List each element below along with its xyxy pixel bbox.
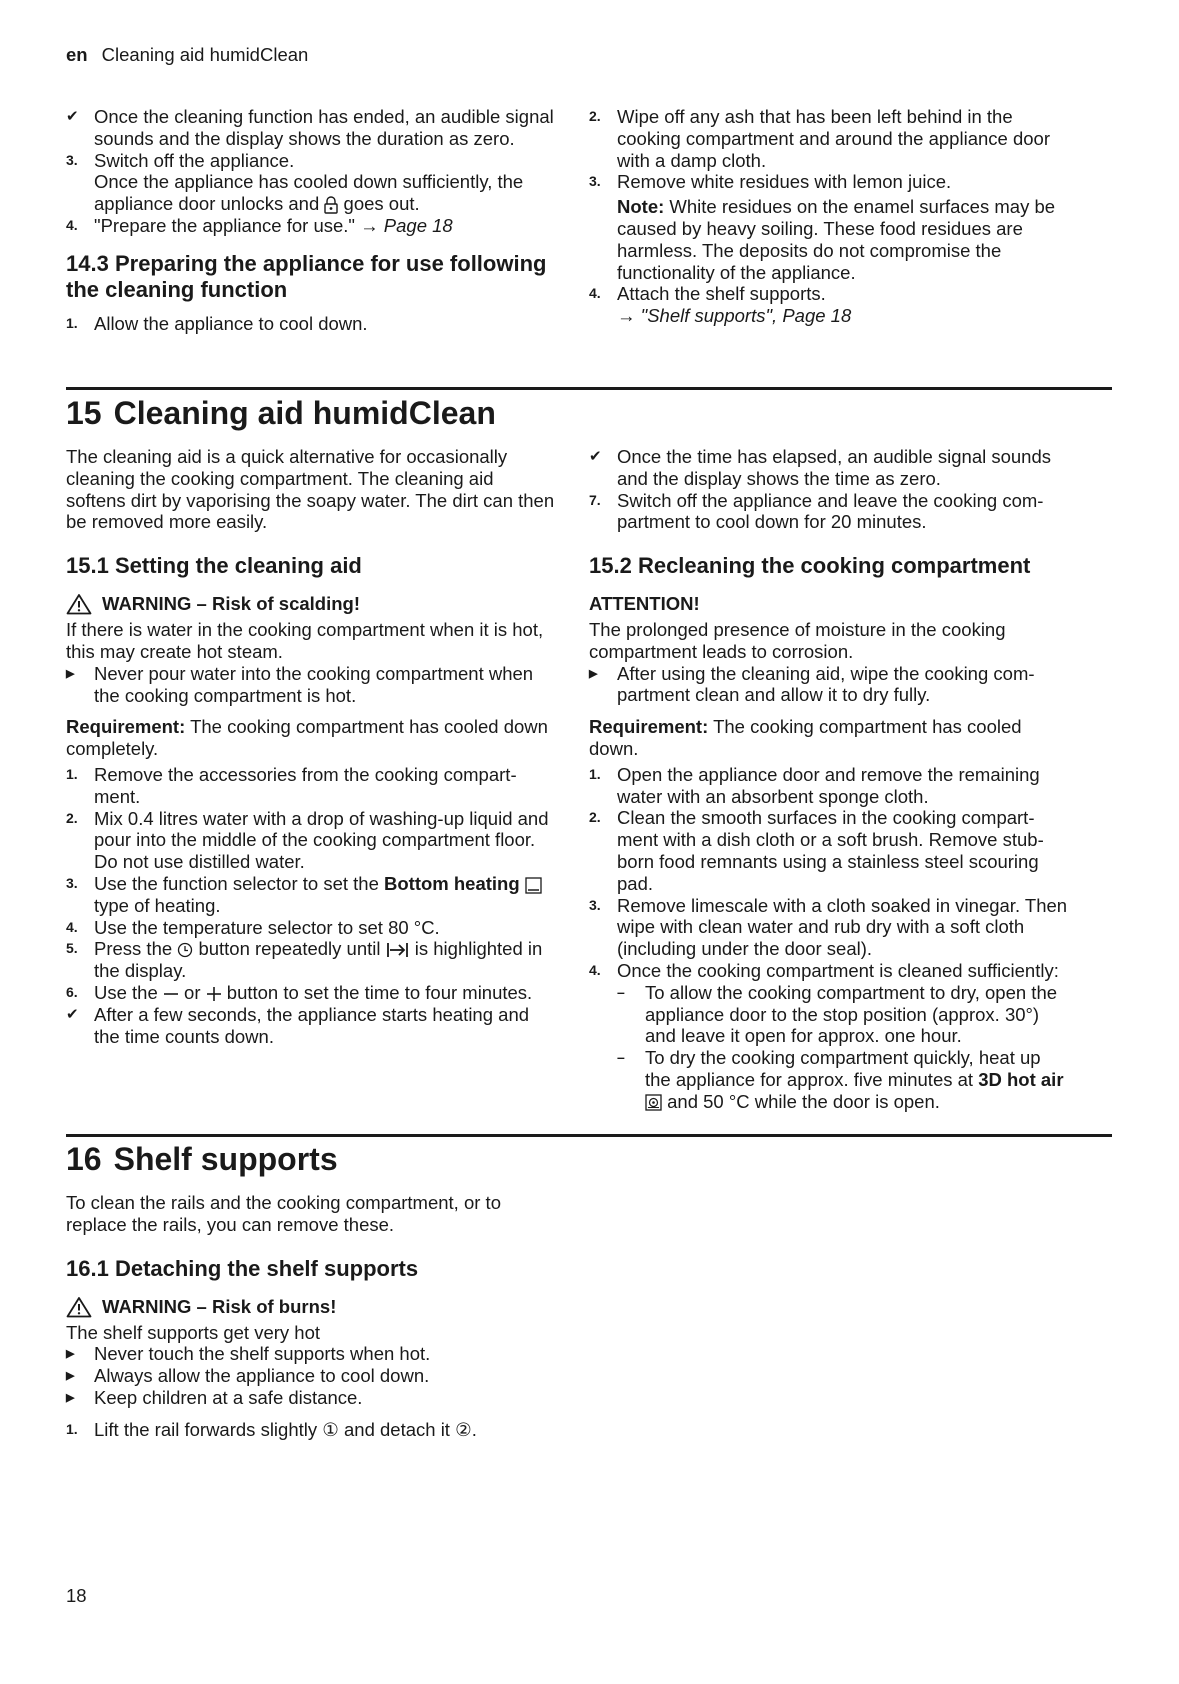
bottom-heat-icon [525, 877, 542, 894]
sec14-left-column [66, 106, 556, 335]
list-item: 4. Once the cooking compartment is cleaned sufficiently: – To allow the cooking compartment to dry, open the appliance door to the stop position (approx. 30°) and leave it open for approx. one hour. – To dry the cooking compartment quickly, heat up the appliance for approx. five minutes at 3D hot air and 50 °C while the door is open. [589, 960, 1069, 1113]
sec15-left-column [66, 446, 556, 1047]
list-item: ▶ Keep children at a safe distance. [66, 1386, 363, 1408]
page-number: 18 [66, 1585, 87, 1606]
list-item: 3. Switch off the appliance. Once the appliance has cooled down sufficiently, the appliance door unlocks and goes out. [66, 149, 524, 215]
requirement: Requirement: The cooking compartment has cooled down. [589, 716, 1022, 759]
step-number: 7. [589, 491, 601, 508]
list-item: 1. Allow the appliance to cool down. [66, 312, 368, 334]
list-item: 7. Switch off the appliance and leave the cooking compartment to cool down for 20 minutes. [589, 489, 1044, 533]
step-number: 1. [66, 314, 78, 331]
step-number: 4. [589, 285, 601, 302]
circled-one-icon: ① [322, 1418, 339, 1440]
section-heading-15-2: 15.2 Recleaning the cooking compartment [589, 553, 1031, 579]
warning-text: The shelf supports get very hot [66, 1321, 320, 1343]
intro-paragraph: The cleaning aid is a quick alternative for occasionally cleaning the cooking compartment. The cleaning aid softens dirt by vaporising the soapy water. The dirt can then be removed more easily. [66, 446, 555, 533]
list-item: ▶ Never pour water into the cooking compartment when the cooking compartment is hot. [66, 662, 534, 706]
list-item: ✔ After a few seconds, the appliance starts heating and the time counts down. [66, 1003, 530, 1047]
sub-list-item: – To dry the cooking compartment quickly, heat up the appliance for approx. five minutes at 3D hot air and 50 °C while the door is open. [617, 1047, 1064, 1112]
step-number: 3. [66, 151, 78, 168]
hot-air-icon [645, 1094, 662, 1111]
list-item: 1. Open the appliance door and remove the remaining water with an absorbent sponge cloth. [589, 763, 1040, 807]
attention-text: The prolonged presence of moisture in the cooking compartment leads to corrosion. [589, 618, 1006, 662]
list-item: 2. Mix 0.4 litres water with a drop of washing-up liquid and pour into the middle of the cooking compartment floor. Do not use distilled water. [66, 807, 549, 873]
check-icon: ✔ [66, 1005, 79, 1023]
lock-icon [324, 196, 338, 214]
page-reference[interactable]: → "Shelf supports", Page 18 [617, 305, 852, 327]
warning-heading: WARNING – Risk of scalding! [66, 593, 556, 615]
note: Note: White residues on the enamel surfaces may be caused by heavy soiling. These food residues are harmless. The deposits do not compromise the functionality of the appliance. [617, 196, 1056, 283]
bullet-triangle-icon: ▶ [66, 667, 75, 680]
page-reference[interactable]: → Page 18 [360, 214, 453, 236]
clock-icon [177, 942, 193, 958]
check-icon: ✔ [589, 448, 602, 465]
list-item: ▶ Never touch the shelf supports when hot. [66, 1343, 431, 1365]
chapter-heading-16: 16 Shelf supports [66, 1141, 338, 1177]
bullet-triangle-icon: ▶ [66, 1348, 75, 1361]
step-number: 3. [589, 896, 601, 913]
step-number: 1. [589, 765, 601, 782]
section-rule [66, 387, 1112, 390]
warning-heading: WARNING – Risk of burns! [66, 1296, 556, 1318]
list-item: ✔ Once the time has elapsed, an audible signal sounds and the display shows the time as zero. [589, 446, 1052, 489]
list-item: 5. Press the button repeatedly until is highlighted in the display. [66, 938, 543, 982]
step-number: 3. [66, 874, 78, 891]
sec15-right-column [589, 446, 1069, 1113]
warning-icon [66, 1296, 92, 1318]
running-header [66, 44, 308, 66]
step-number: 1. [66, 1420, 78, 1437]
requirement: Requirement: The cooking compartment has cooled down completely. [66, 716, 548, 760]
list-item: 4. Use the temperature selector to set 80 °C. [66, 916, 440, 938]
bullet-triangle-icon: ▶ [66, 1391, 75, 1404]
step-number: 5. [66, 940, 78, 957]
plus-icon [206, 986, 222, 1002]
running-title: Cleaning aid humidClean [101, 44, 309, 65]
step-number: 2. [589, 108, 601, 124]
list-item: ✔ Once the cleaning function has ended, an audible signal sounds and the display shows the duration as zero. [66, 106, 554, 149]
step-number: 4. [66, 216, 78, 233]
list-item: 4. Attach the shelf supports. → "Shelf supports", Page 18 [589, 283, 852, 327]
bullet-triangle-icon: ▶ [66, 1370, 75, 1383]
list-item: 3. Remove limescale with a cloth soaked in vinegar. Then wipe with clean water and rub dry with a soft cloth (including under the door seal). [589, 894, 1068, 960]
step-number: 3. [589, 173, 601, 190]
step-number: 4. [66, 918, 78, 935]
section-heading-16-1: 16.1 Detaching the shelf supports [66, 1255, 419, 1281]
sub-list-item: – To allow the cooking compartment to dry, open the appliance door to the stop position (approx. 30°) and leave it open for approx. one hour. [617, 981, 1058, 1047]
bullet-triangle-icon: ▶ [589, 667, 598, 680]
attention-heading: ATTENTION! [589, 593, 700, 615]
section-heading-14-3: 14.3 Preparing the appliance for use following the cleaning function [66, 250, 547, 302]
section-rule [66, 1134, 1112, 1137]
step-number: 6. [66, 983, 78, 1000]
intro-paragraph: To clean the rails and the cooking compartment, or to replace the rails, you can remove these. [66, 1192, 501, 1235]
circled-two-icon: ② [455, 1418, 472, 1440]
dash-marker: – [617, 1049, 625, 1066]
chapter-heading-15: 15 Cleaning aid humidClean [66, 395, 496, 431]
list-item: 4. "Prepare the appliance for use." → Page 18 [66, 214, 453, 236]
section-heading-15-1: 15.1 Setting the cleaning aid [66, 553, 362, 579]
language-code: en [66, 44, 88, 65]
duration-icon [386, 941, 410, 959]
list-item: ▶ After using the cleaning aid, wipe the cooking compartment clean and allow it to dry fully. [589, 662, 1035, 706]
list-item: 6. Use the or button to set the time to four minutes. [66, 981, 533, 1003]
list-item: 1. Remove the accessories from the cooking compartment. [66, 763, 517, 807]
list-item: 2. Wipe off any ash that has been left behind in the cooking compartment and around the appliance door with a damp cloth. [589, 106, 1050, 171]
list-item: 2. Clean the smooth surfaces in the cooking compartment with a dish cloth or a soft brush. Remove stubborn food remnants using a stainless steel scouring pad. [589, 807, 1044, 894]
list-item: 1. Lift the rail forwards slightly ① and detach it ②. [66, 1418, 477, 1440]
list-item: ▶ Always allow the appliance to cool down. [66, 1365, 430, 1387]
step-number: 2. [589, 809, 601, 826]
step-number: 1. [66, 765, 78, 782]
warning-text: If there is water in the cooking compartment when it is hot, this may create hot steam. [66, 619, 544, 662]
step-number: 4. [589, 961, 601, 978]
check-icon: ✔ [66, 108, 79, 125]
sec14-right-column [589, 106, 1069, 327]
list-item: 3. Use the function selector to set the Bottom heating type of heating. [66, 873, 556, 917]
warning-icon [66, 593, 92, 615]
dash-marker: – [617, 983, 625, 1000]
sec16-left-column [66, 1192, 556, 1441]
step-number: 2. [66, 809, 78, 826]
minus-icon [163, 986, 179, 1002]
list-item: 3. Remove white residues with lemon juice. [589, 171, 952, 193]
